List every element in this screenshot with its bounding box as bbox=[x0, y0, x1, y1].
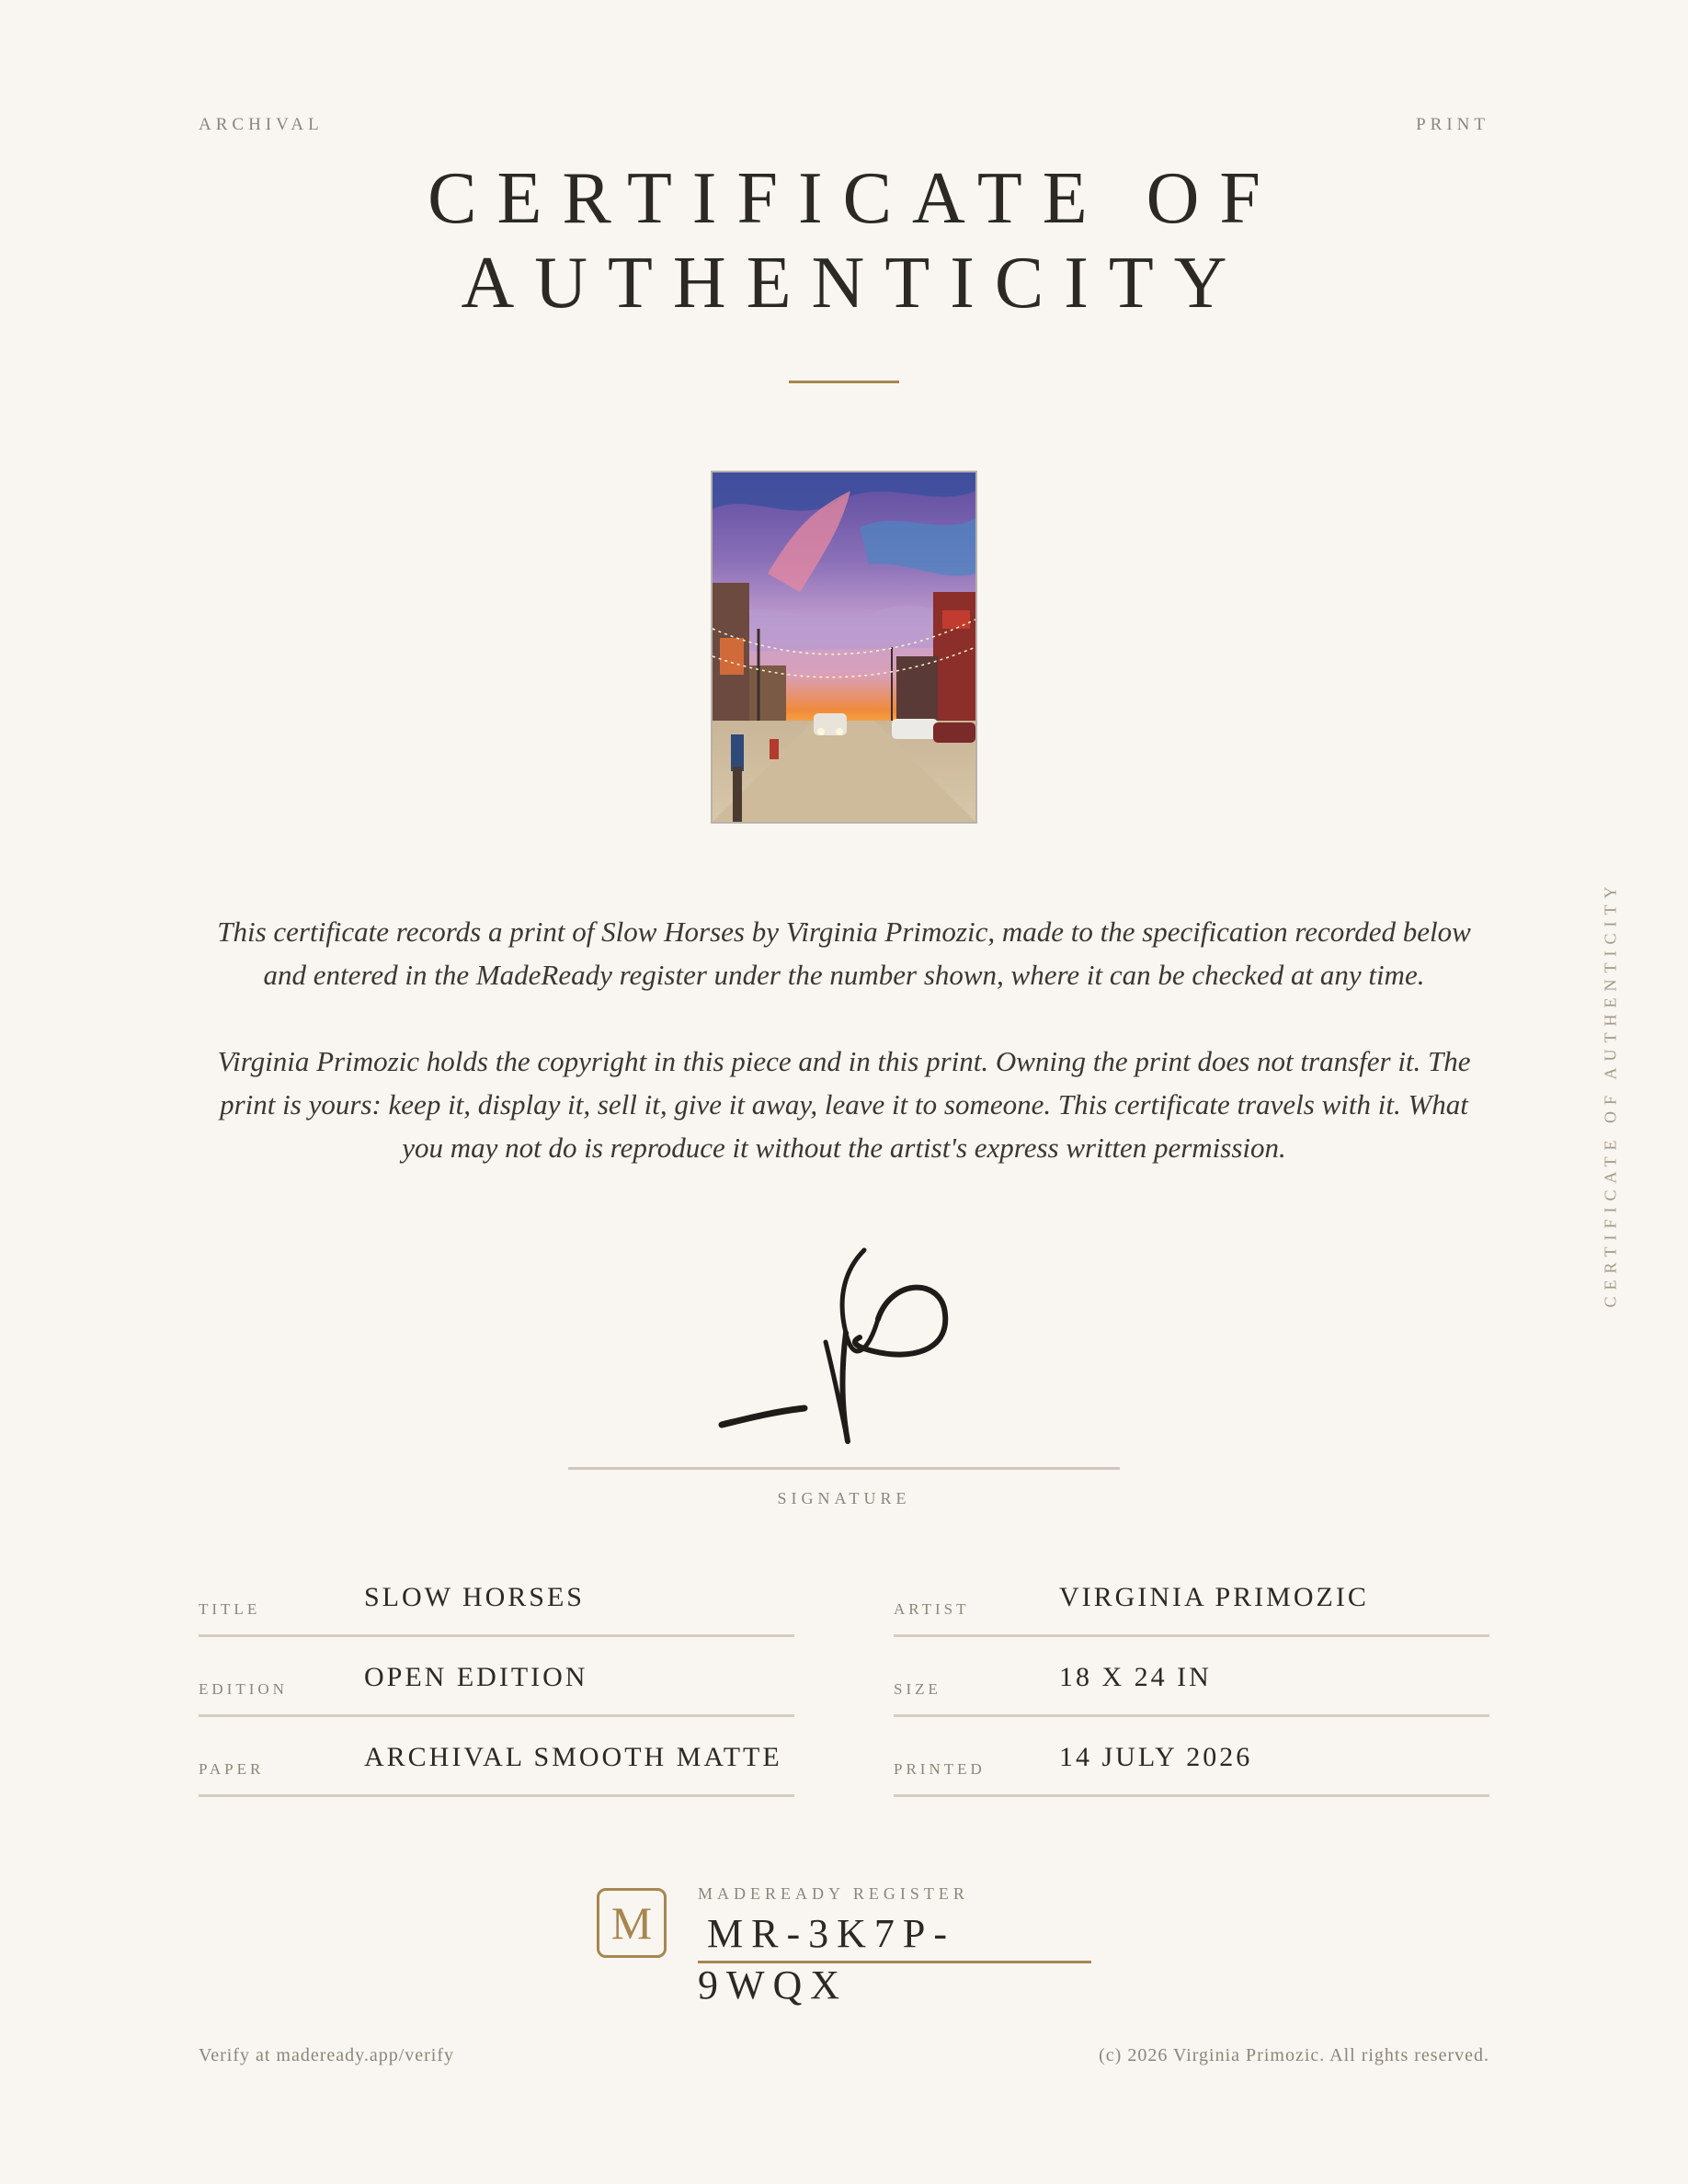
detail-title-value: SLOW HORSES bbox=[364, 1582, 585, 1612]
detail-size-label: SIZE bbox=[894, 1680, 941, 1698]
artwork-thumbnail bbox=[711, 471, 977, 824]
detail-printed-label: PRINTED bbox=[894, 1760, 986, 1778]
signature-line bbox=[568, 1467, 1120, 1470]
detail-size-value: 18 X 24 IN bbox=[1059, 1662, 1212, 1692]
detail-artist-label: ARTIST bbox=[894, 1600, 970, 1618]
detail-paper bbox=[199, 1722, 794, 1797]
madeready-logo-badge: M bbox=[597, 1888, 667, 1958]
copyright-notice: (c) 2026 Virginia Primozic. All rights reserved. bbox=[1099, 2045, 1489, 2065]
statement-paragraph-1: This certificate records a print of Slow Horses by Virginia Primozic, made to the specification recorded below and entered in the MadeReady register under the number shown, where it can be checked at any time. bbox=[217, 916, 1471, 991]
signature-label: SIGNATURE bbox=[777, 1489, 911, 1507]
detail-paper-label: PAPER bbox=[199, 1760, 265, 1778]
register-number: MR-3K7P-9WQX bbox=[698, 1908, 1091, 1963]
certificate-title bbox=[0, 156, 1688, 325]
detail-printed bbox=[894, 1722, 1489, 1797]
title-divider bbox=[789, 381, 899, 383]
detail-size bbox=[894, 1642, 1489, 1717]
title-line-1: CERTIFICATE OF bbox=[428, 158, 1281, 239]
detail-artist bbox=[894, 1562, 1489, 1637]
detail-edition-label: EDITION bbox=[199, 1680, 288, 1698]
title-line-2: AUTHENTICITY bbox=[461, 243, 1248, 324]
statement-paragraph-2: Virginia Primozic holds the copyright in this piece and in this print. Owning the print does not transfer it. The print is yours: keep it, display it, sell it, give it away, leave it to someone. This certificate travels with it. What you may not do is reproduce it without the artist's express written permission. bbox=[217, 1045, 1471, 1164]
register-label: MADEREADY REGISTER bbox=[698, 1884, 969, 1903]
corner-label-left: ARCHIVAL bbox=[199, 115, 324, 134]
detail-title-label: TITLE bbox=[199, 1600, 261, 1618]
verify-link[interactable]: Verify at madeready.app/verify bbox=[199, 2045, 455, 2065]
detail-paper-value: ARCHIVAL SMOOTH MATTE bbox=[364, 1742, 782, 1772]
detail-edition bbox=[199, 1642, 794, 1717]
detail-artist-value: VIRGINIA PRIMOZIC bbox=[1059, 1582, 1369, 1612]
corner-label-right: PRINT bbox=[1416, 115, 1489, 134]
artist-signature bbox=[708, 1241, 984, 1452]
detail-printed-value: 14 JULY 2026 bbox=[1059, 1742, 1253, 1772]
vertical-side-text: CERTIFICATE OF AUTHENTICITY bbox=[1601, 880, 1620, 1308]
detail-edition-value: OPEN EDITION bbox=[364, 1662, 588, 1692]
detail-title bbox=[199, 1562, 794, 1637]
